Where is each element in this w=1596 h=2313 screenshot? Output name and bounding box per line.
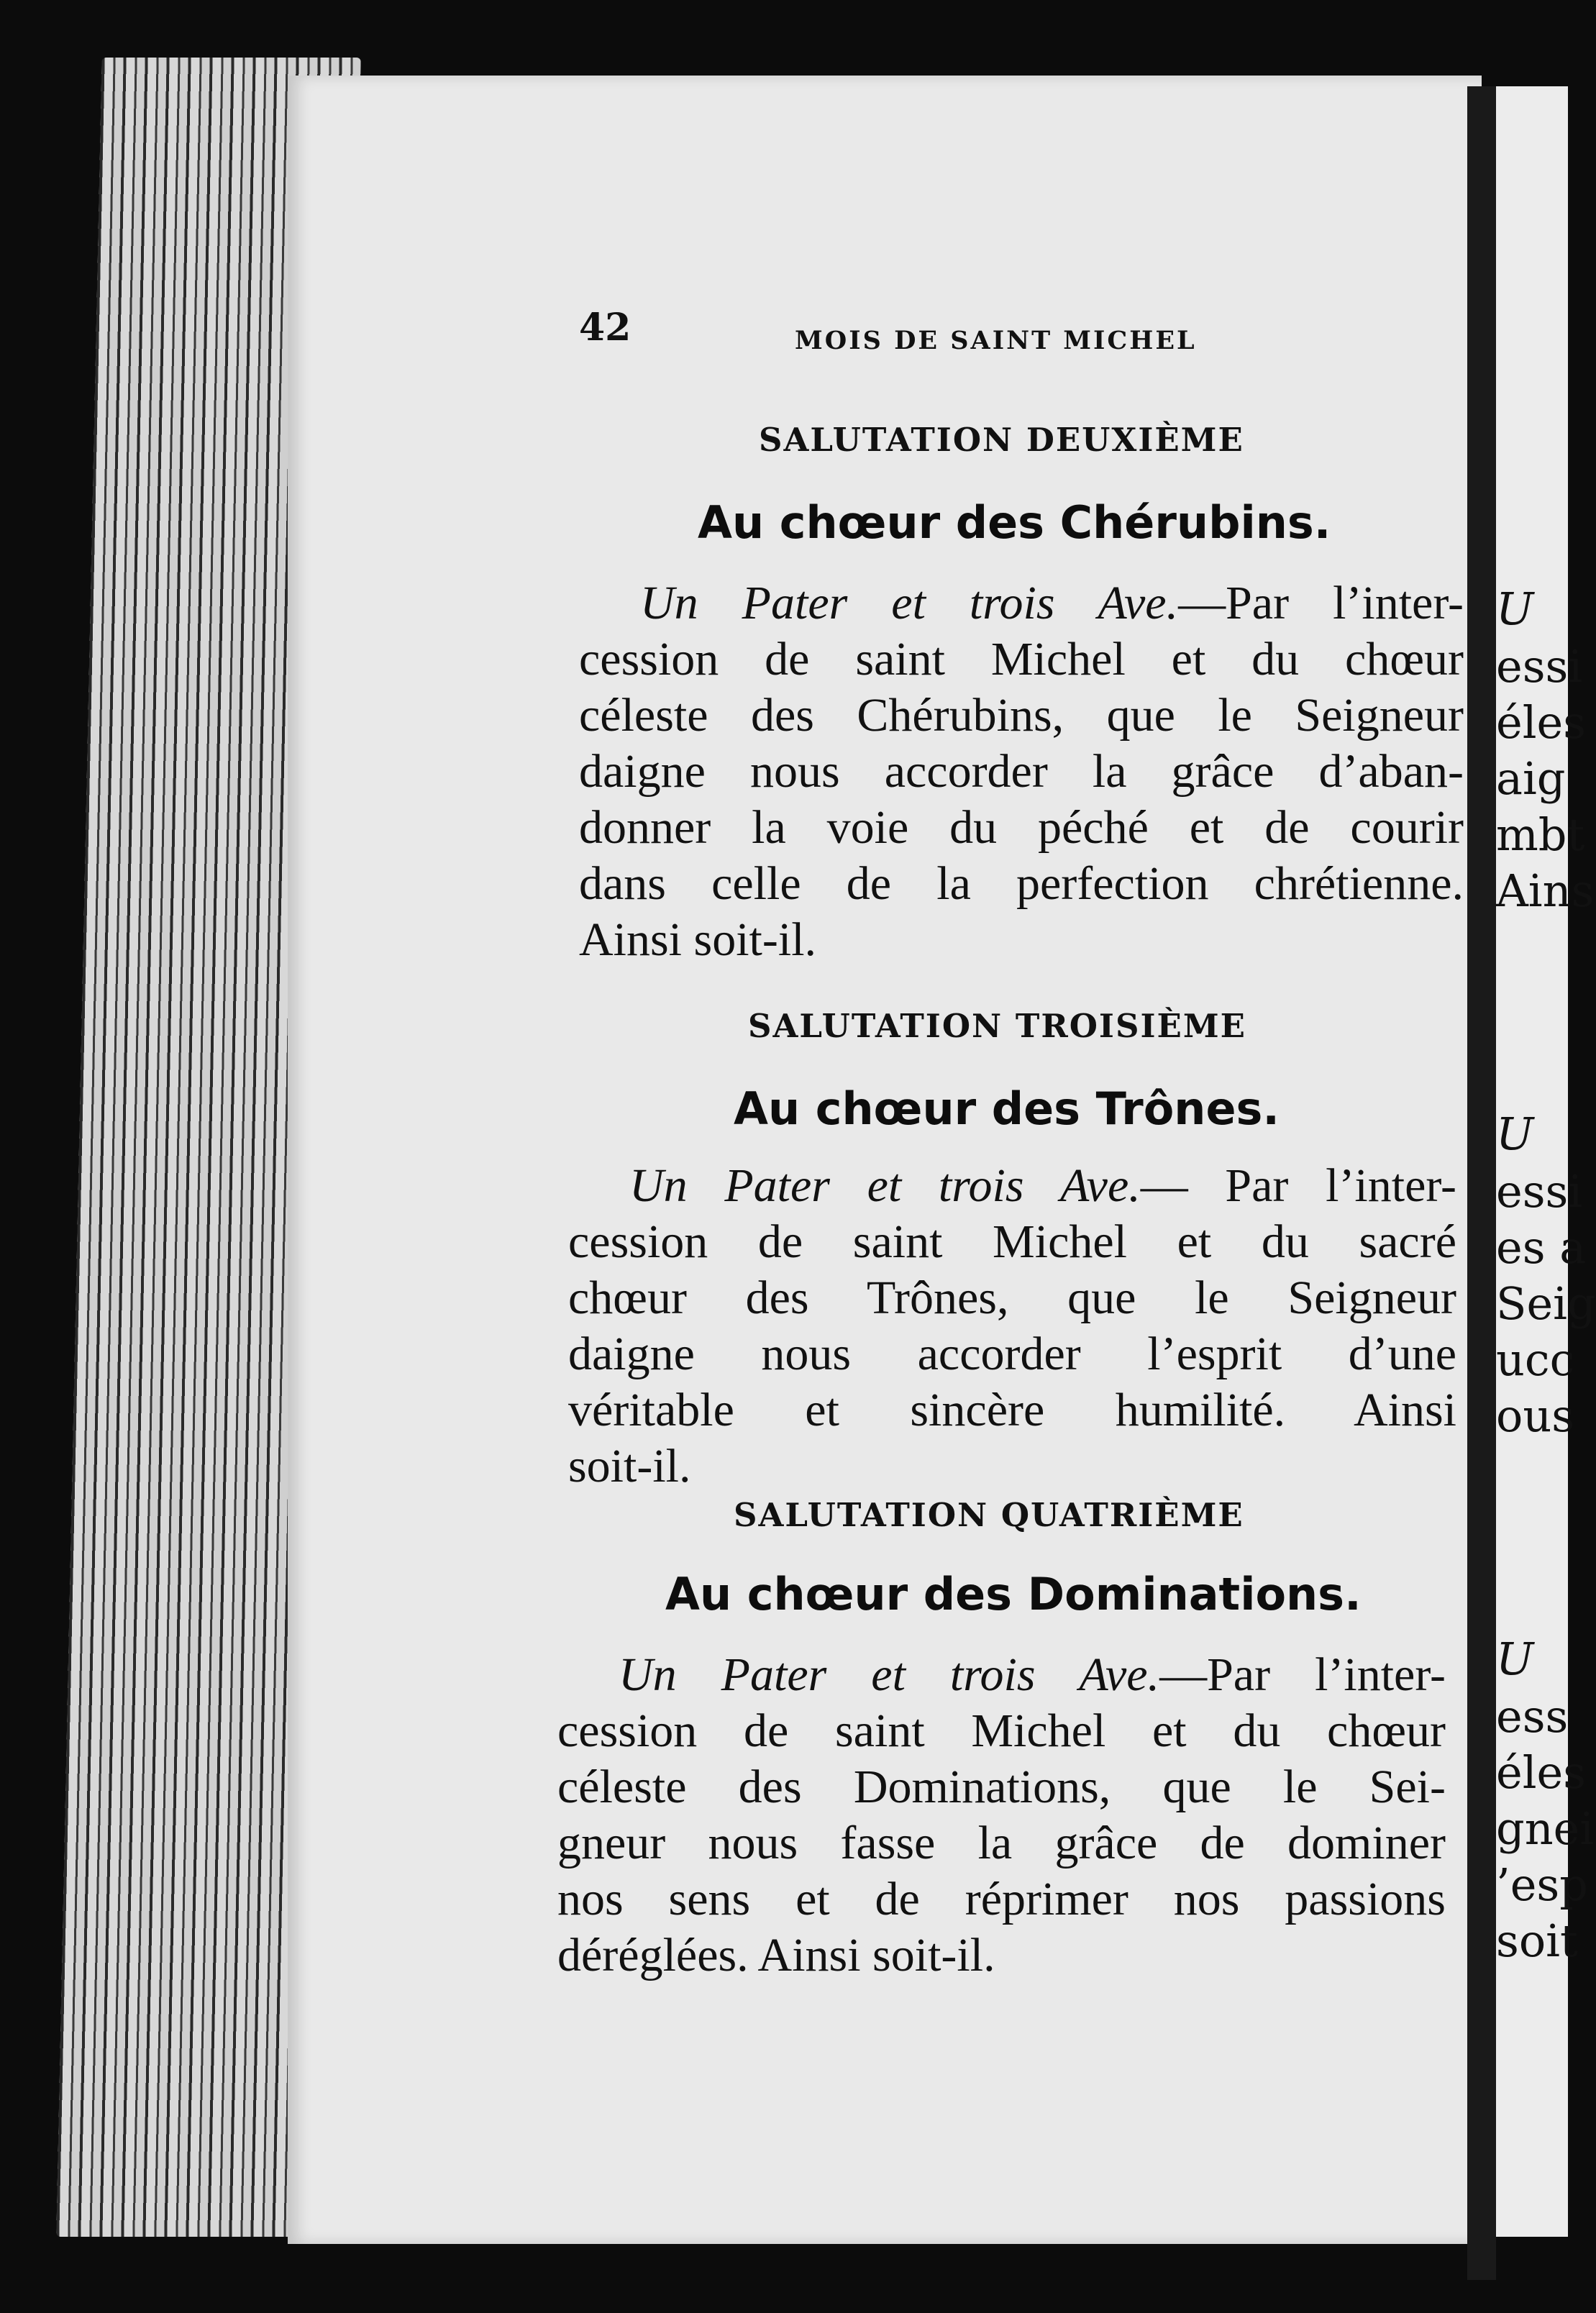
paragraph-line: véritable et sincère humilité. Ainsi [568,1384,1456,1436]
prayer-paragraph [568,1158,1456,1495]
next-page-fragment: ucc [1496,1333,1575,1386]
next-page-fragment: aig [1496,752,1566,805]
running-head [579,306,1298,356]
prayer-paragraph [579,575,1464,968]
running-title: MOIS DE SAINT MICHEL [795,326,1197,355]
next-page-fragment: ous [1496,1390,1575,1442]
book-gutter [1467,86,1496,2280]
next-page-fragment: gnei [1496,1802,1595,1855]
paragraph-line: céleste des Chérubins, que le Seigneur [579,689,1464,742]
section-heading: Au chœur des Trônes. [734,1082,1280,1135]
next-page-fragment: Ains [1496,864,1595,917]
next-page-fragment: U [1496,583,1534,635]
paragraph-line: déréglées. Ainsi soit-il. [557,1929,995,1981]
line-text: — Par l’inter- [1140,1159,1456,1212]
paragraph-line: dans celle de la perfection chrétienne. [579,857,1464,910]
paragraph-line [557,1647,1446,1703]
paragraph-line [568,1158,1456,1214]
next-page-fragment: es a [1496,1221,1587,1274]
paragraph-line: soit-il. [568,1440,691,1492]
prayer-paragraph [557,1647,1446,1984]
next-page-fragment: U [1496,1633,1534,1685]
paragraph-line: cession de saint Michel et du chœur [579,633,1464,685]
page-number: 42 [579,306,631,350]
next-page-fragment: ess [1496,1690,1569,1743]
prayer-lead: Un Pater et trois Ave. [619,1648,1160,1701]
next-page-fragment: essi [1496,1165,1583,1218]
section-label: SALUTATION DEUXIÈME [759,421,1244,459]
next-page-fragment: mbt [1496,808,1585,861]
next-page-sliver [1496,86,1596,2237]
next-page-fragment: U [1496,1108,1534,1160]
next-page-fragment: éles [1496,1746,1587,1799]
paragraph-line: céleste des Dominations, que le Sei- [557,1761,1446,1813]
section-label: SALUTATION QUATRIÈME [734,1496,1244,1534]
next-page-fragment: ’esp [1496,1858,1588,1911]
paragraph-line: cession de saint Michel et du chœur [557,1705,1446,1757]
paragraph-line: gneur nous fasse la grâce de dominer [557,1817,1446,1869]
paragraph-line: Ainsi soit-il. [579,913,817,966]
line-text: —Par l’inter- [1159,1648,1446,1701]
next-page-fragment: éles [1496,696,1587,749]
paragraph-line: daigne nous accorder la grâce d’aban- [579,745,1464,798]
paragraph-line: chœur des Trônes, que le Seigneur [568,1272,1456,1324]
prayer-lead: Un Pater et trois Ave. [640,577,1179,629]
next-page-fragment: essi [1496,640,1583,693]
paragraph-line: cession de saint Michel et du sacré [568,1215,1456,1268]
paragraph-line: donner la voie du péché et de courir [579,801,1464,854]
line-text: —Par l’inter- [1178,577,1464,629]
paragraph-line [579,575,1464,631]
next-page-fragment: Seig [1496,1277,1596,1330]
paragraph-line: daigne nous accorder l’esprit d’une [568,1328,1456,1380]
section-heading: Au chœur des Dominations. [665,1568,1362,1620]
paragraph-line: nos sens et de réprimer nos passions [557,1873,1446,1925]
prayer-lead: Un Pater et trois Ave. [629,1159,1141,1212]
next-page-fragment: soit [1496,1915,1578,1967]
section-label: SALUTATION TROISIÈME [748,1007,1246,1045]
section-heading: Au chœur des Chérubins. [698,496,1331,549]
